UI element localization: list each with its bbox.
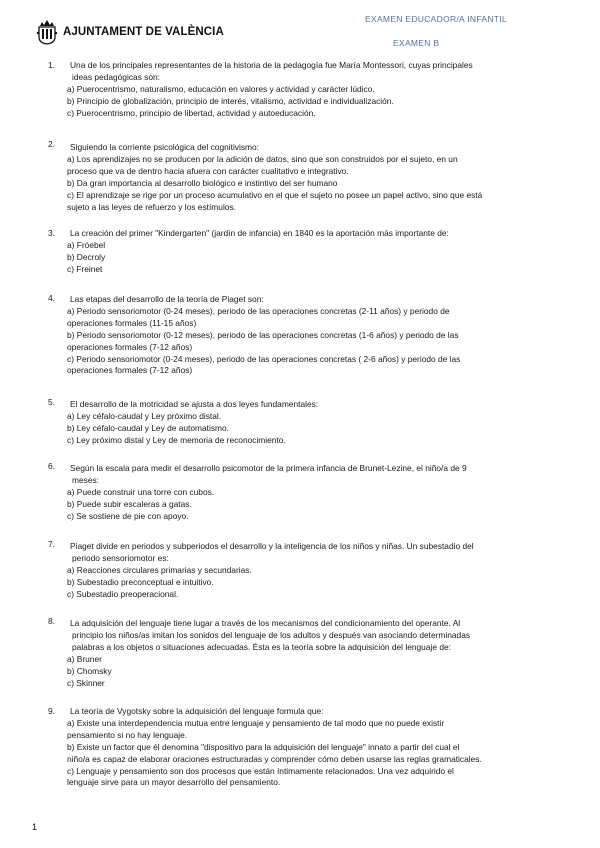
answer-option: proceso que va de dentro hacia afuera con carácter cualitativo e integrativo.	[67, 165, 349, 176]
page-number: 1	[32, 822, 38, 832]
question-number: 5.	[48, 397, 55, 407]
exam-variant: EXAMEN B	[393, 38, 440, 48]
question-line: El desarrollo de la motricidad se ajusta a dos leyes fundamentales:	[70, 399, 319, 409]
answer-option: b) Puede subir escaleras a gatas.	[67, 498, 192, 509]
question-line: Piaget divide en periodos y subperiodos el desarrollo y la inteligencia de los niños y niñas. Un subestadio del	[70, 541, 474, 551]
answer-option: a) Los aprendizajes no se producen por la adición de datos, sino que son construidos por el sujeto, en un	[67, 153, 458, 164]
question-number: 2.	[48, 139, 55, 149]
answer-option: lenguaje sirve para un mayor desarrollo del pensamiento.	[67, 777, 281, 788]
answer-option: a) Periodo sensoriomotor (0-24 meses), periodo de las operaciones concretas (2-11 años) y periodo de	[67, 305, 450, 316]
answer-option: a) Ley céfalo-caudal y Ley próximo distal.	[67, 410, 222, 421]
answer-option: c) Skinner	[67, 677, 105, 688]
question-line: Según la escala para medir el desarrollo psicomotor de la primera infancia de Brunet-Lezine, el niño/a de 9	[70, 463, 467, 473]
answer-option: b) Existe un factor que él denomina "dispositivo para la adquisición del lenguaje" innato a partir del cual el	[67, 741, 460, 752]
question-text	[67, 397, 571, 447]
question-text	[67, 616, 571, 689]
answer-option: a) Existe una interdependencia mutua entre lenguaje y pensamiento de tal modo que no puede existir	[67, 717, 445, 728]
question-number: 1.	[48, 60, 55, 70]
question-text	[67, 60, 571, 120]
answer-option: operaciones formales (7-12 años)	[67, 341, 193, 352]
answer-option: c) Ley próximo distal y Ley de memoria de reconocimiento.	[67, 434, 286, 445]
question-text	[67, 139, 571, 213]
question-number: 7.	[48, 539, 55, 549]
answer-option: c) Periodo sensoriomotor (0-24 meses), periodo de las operaciones concretas ( 2-6 años) y periodo de las	[67, 353, 461, 364]
answer-option: c) Freinet	[67, 263, 103, 274]
question-line: La teoría de Vygotsky sobre la adquisición del lenguaje formula que:	[70, 706, 324, 716]
logo-text: AJUNTAMENT DE VALÈNCIA	[63, 26, 224, 38]
question-line: palabras a los objetos o situaciones adecuadas. Ésta es la teoría sobre la adquisición del lenguaje de:	[72, 641, 451, 652]
question-number: 4.	[48, 293, 55, 303]
answer-option: c) Lenguaje y pensamiento son dos procesos que están íntimamente relacionados. Una vez adquirido el	[67, 765, 454, 776]
question-line: Siguiendo la corriente psicológica del cognitivismo:	[70, 142, 260, 152]
question-text	[67, 461, 571, 523]
question-line: Una de los principales representantes de la historia de la pedagogía fue María Montessori, cuyas principales	[70, 60, 473, 70]
answer-option: a) Fröebel	[67, 239, 106, 250]
answer-option: b) Chomsky	[67, 665, 112, 676]
question-line: La creación del primer "Kindergarten" (jardín de infancia) en 1840 es la aportación más importante de:	[70, 228, 449, 238]
question-text	[67, 293, 571, 377]
question-line: meses:	[72, 474, 99, 485]
answer-option: a) Bruner	[67, 653, 102, 664]
question-text	[67, 228, 571, 276]
question-number: 9.	[48, 706, 55, 716]
answer-option: c) El aprendizaje se rige por un proceso acumulativo en el que el sujeto no posee un papel activo, sino que está	[67, 189, 483, 200]
question-line: ideas pedagógicas son:	[72, 71, 161, 82]
answer-option: a) Puerocentrismo, naturalismo, educación en valores y actividad y carácter lúdico.	[67, 83, 375, 94]
answer-option: b) Periodo sensoriomotor (0-12 meses), periodo de las operaciones concretas (1-6 años) y periodo de las	[67, 329, 459, 340]
question-number: 3.	[48, 228, 55, 238]
answer-option: a) Reacciones circulares primarias y secundarias.	[67, 564, 252, 575]
question-text	[67, 539, 571, 601]
question-line: principio los niños/as imitan los sonidos del lenguaje de los adultos y después van asociando determinadas	[72, 629, 471, 640]
answer-option: niño/a es capaz de elaborar oraciones estructuradas y comprender cómo deben usarse las reglas gramaticales.	[67, 753, 482, 764]
answer-option: operaciones formales (7-12 años)	[67, 365, 193, 376]
answer-option: sujeto a las leyes de refuerzo y los estímulos.	[67, 201, 236, 212]
exam-title: EXAMEN EDUCADOR/A INFANTIL	[365, 14, 507, 24]
answer-option: c) Puerocentrismo, principio de libertad, actividad y autoeducación.	[67, 107, 316, 118]
answer-option: b) Principio de globalización, principio de interés, vitalismo, actividad e individualización.	[67, 95, 394, 106]
answer-option: c) Subestadio preoperacional.	[67, 588, 179, 599]
answer-option: b) Decroly	[67, 251, 106, 262]
answer-option: c) Se sostiene de pie con apoyo.	[67, 510, 189, 521]
city-coat-of-arms-icon	[36, 19, 58, 45]
question-number: 8.	[48, 616, 55, 626]
answer-option: pensamiento si no hay lenguaje.	[67, 729, 188, 740]
ajuntament-logo	[36, 18, 224, 46]
question-line: periodo sensoriomotor es:	[72, 552, 169, 563]
answer-option: b) Ley céfalo-caudal y Ley de automatismo.	[67, 422, 230, 433]
question-number: 6.	[48, 461, 55, 471]
question-line: La adquisición del lenguaje tiene lugar a través de los mecanismos del condicionamiento del operante. Al	[70, 618, 461, 628]
question-text	[67, 706, 571, 789]
answer-option: a) Puede construir una torre con cubos.	[67, 486, 215, 497]
question-line: Las etapas del desarrollo de la teoría de Piaget son:	[70, 294, 264, 304]
answer-option: operaciones formales (11-15 años)	[67, 317, 197, 328]
answer-option: b) Da gran importancia al desarrollo biológico e instintivo del ser humano	[67, 177, 338, 188]
answer-option: b) Subestadio preconceptual e intuitivo.	[67, 576, 214, 587]
